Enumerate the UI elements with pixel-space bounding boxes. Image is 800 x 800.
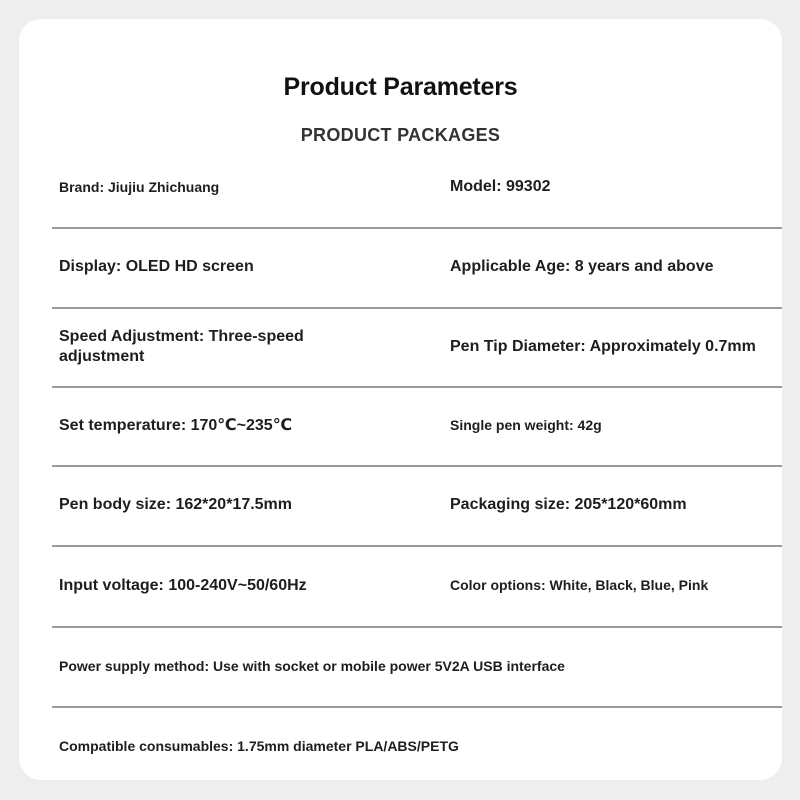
page-title: Product Parameters — [283, 73, 518, 101]
param-row-power-supply — [52, 626, 782, 708]
param-row-display — [52, 227, 782, 309]
param-row-speed — [52, 307, 782, 388]
param-model: Model: 99302 — [450, 178, 551, 196]
param-row-brand — [52, 147, 782, 229]
param-input-voltage: Input voltage: 100-240V~50/60Hz — [59, 576, 307, 594]
section-subtitle: PRODUCT PACKAGES — [300, 125, 501, 145]
param-set-temperature: Set temperature: 170℃~235℃ — [59, 416, 293, 434]
param-row-voltage — [52, 545, 782, 628]
param-row-size — [52, 465, 782, 547]
param-row-temperature — [52, 386, 782, 467]
param-compatible-consumables: Compatible consumables: 1.75mm diameter PLA/ABS/PETG — [59, 737, 459, 754]
param-display: Display: OLED HD screen — [59, 258, 254, 276]
param-brand: Brand: Jiujiu Zhichuang — [59, 178, 220, 195]
param-row-consumables — [52, 706, 782, 780]
param-pen-body-size: Pen body size: 162*20*17.5mm — [59, 496, 293, 514]
parameters-card — [19, 19, 782, 780]
param-applicable-age: Applicable Age: 8 years and above — [450, 258, 714, 276]
param-pen-tip-diameter: Pen Tip Diameter: Approximately 0.7mm — [450, 337, 756, 355]
param-packaging-size: Packaging size: 205*120*60mm — [450, 496, 687, 514]
param-speed-adjustment: Speed Adjustment: Three-speed adjustment — [59, 328, 304, 365]
param-single-pen-weight: Single pen weight: 42g — [450, 417, 602, 434]
param-color-options: Color options: White, Black, Blue, Pink — [450, 577, 709, 594]
param-power-supply-method: Power supply method: Use with socket or mobile power 5V2A USB interface — [59, 657, 565, 674]
